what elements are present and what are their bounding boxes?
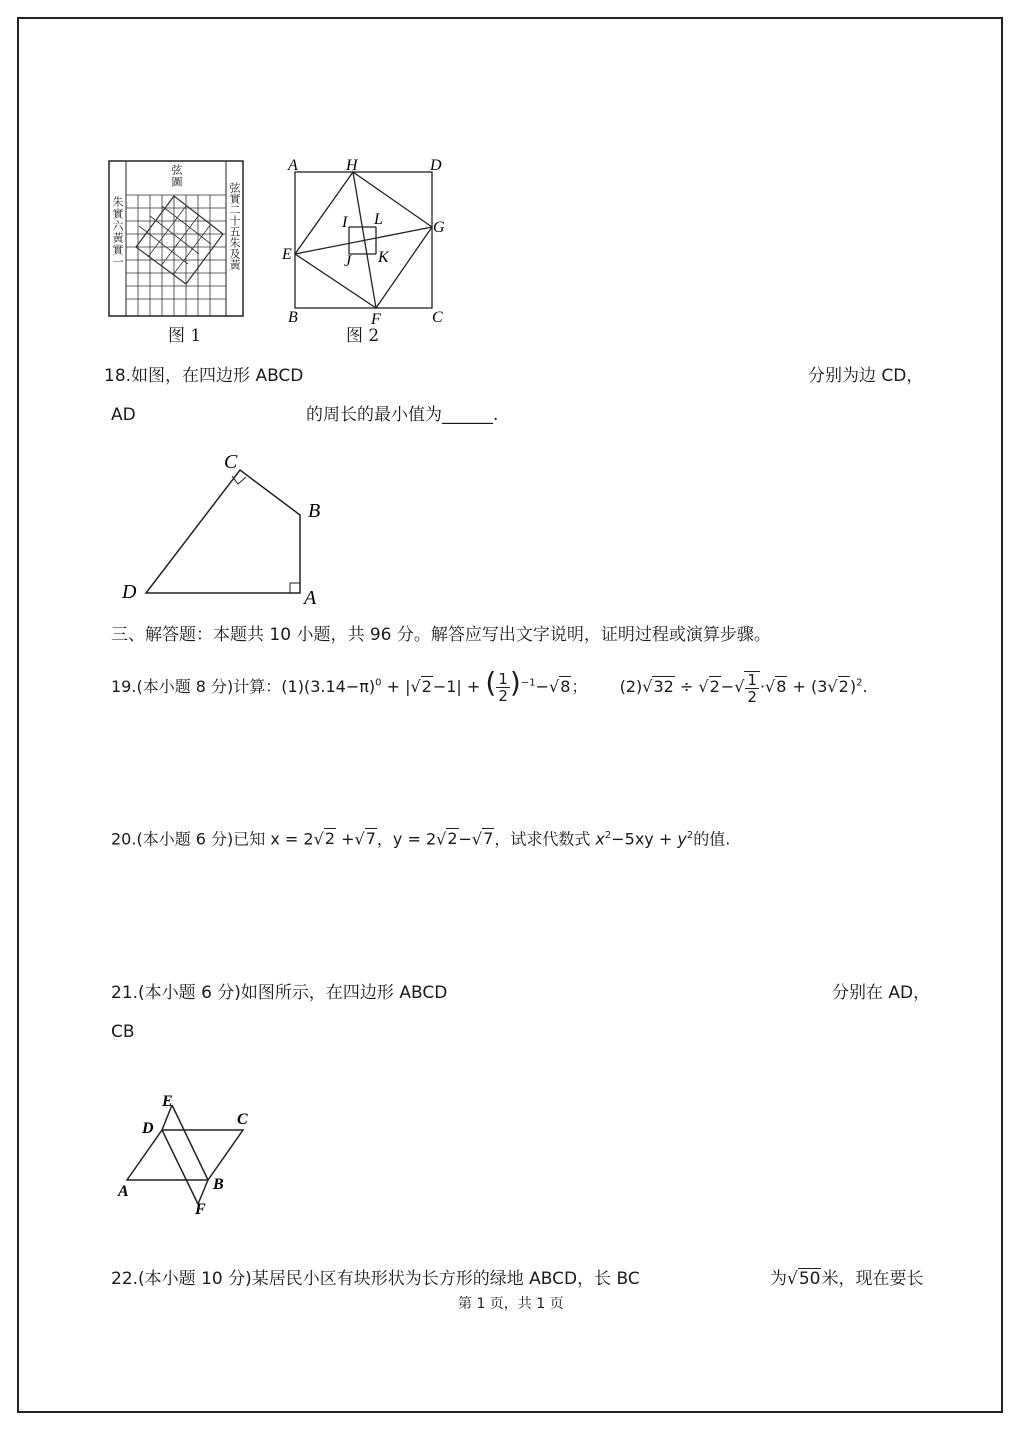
q19-p2f: ) bbox=[849, 677, 857, 696]
q20-sq2: 2 bbox=[686, 830, 694, 841]
q20-x: x bbox=[595, 829, 605, 849]
q19-prefix: 19.(本小题 8 分)计算： bbox=[111, 677, 282, 696]
fig2-label-F: F bbox=[371, 311, 381, 328]
fig2-label-C: C bbox=[432, 309, 443, 326]
q22-right-b: 米，现在要长 bbox=[821, 1269, 924, 1289]
q21-label-D: D bbox=[142, 1120, 154, 1137]
q19-p2d: · bbox=[759, 677, 766, 696]
q19-line: 19.(本小题 8 分)计算：$(1)(3.14-\pi)^0 + |√2-1|$ + ( $\frac{1}{2}$ )$^{-1}$−√8； (2)√32 ÷ √2−√ $\frac{1}{2}$ $\cdot√8 + (3√2)^2$. bbox=[111, 666, 868, 706]
q19-p2c: − bbox=[720, 677, 735, 696]
section-3-heading: 三、解答题：本题共 10 小题，共 96 分。解答应写出文字说明，证明过程或演算步骤。 bbox=[111, 625, 771, 645]
q22-left: 22.(本小题 10 分)某居民小区有块形状为长方形的绿地 ABCD，长 BC bbox=[111, 1269, 640, 1289]
q20-sq1: 2 bbox=[604, 830, 612, 841]
q18-line2-right: 的周长的最小值为______. bbox=[306, 405, 499, 425]
q18-label-B: B bbox=[308, 500, 321, 522]
q19-p2-sqrt2: 2 bbox=[709, 677, 720, 696]
fig2-caption: 图 2 bbox=[346, 326, 380, 346]
fig2-label-G: G bbox=[433, 219, 445, 236]
q20-r2b: 2 bbox=[447, 829, 458, 849]
q21-label-A: A bbox=[118, 1183, 129, 1200]
q20-line: 20.(本小题 6 分)已知 x = 2√2 +√7，y = 2√2−√7，试求代数式 $x^2-5xy + y^2$的值. bbox=[111, 829, 731, 849]
figure-2 bbox=[280, 154, 450, 329]
q21-line1-left: 21.(本小题 6 分)如图所示，在四边形 ABCD bbox=[111, 983, 448, 1003]
q20-r7: 7 bbox=[365, 829, 376, 849]
q19-p2b: ÷ bbox=[674, 677, 699, 696]
q22-right: 为√50米，现在要长 bbox=[770, 1269, 924, 1289]
q19-exp-neg1: −1 bbox=[520, 677, 536, 689]
q19-p1-end: ； bbox=[571, 677, 588, 696]
q20-y: y bbox=[677, 829, 687, 849]
fig2-label-D: D bbox=[430, 157, 442, 174]
q21-label-C: C bbox=[237, 1111, 248, 1128]
q19-p2-end: . bbox=[862, 677, 868, 696]
q19-p2-sqrt2b: 2 bbox=[838, 677, 849, 696]
q20-mid2: −5xy + bbox=[611, 829, 678, 849]
figure-q21-drawing bbox=[112, 1090, 262, 1220]
q19-p2a: (2) bbox=[619, 677, 643, 696]
q19-p1b: + | bbox=[381, 677, 411, 696]
q19-frac-num: 1 bbox=[498, 670, 508, 688]
q18-line2-left: AD bbox=[111, 405, 136, 425]
q18-label-D: D bbox=[122, 581, 137, 603]
q21-label-F: F bbox=[195, 1201, 206, 1218]
q20-minus: − bbox=[458, 829, 472, 849]
figure-q21 bbox=[112, 1090, 262, 1220]
fig1-caption: 图 1 bbox=[168, 326, 202, 346]
q19-sqrt2: 2 bbox=[421, 677, 432, 696]
q19-fraction bbox=[496, 671, 510, 704]
q19-p1d: − bbox=[535, 677, 549, 696]
page-footer: 第 1 页，共 1 页 bbox=[458, 1296, 564, 1312]
q18-label-C: C bbox=[224, 451, 238, 473]
q20-r7b: 7 bbox=[483, 829, 494, 849]
fig2-label-A: A bbox=[288, 157, 298, 174]
q19-p1a: (1)(3.14−π) bbox=[281, 677, 376, 696]
fig1-left-label: 朱實六黃實一 bbox=[111, 196, 124, 268]
q21-label-B: B bbox=[213, 1176, 224, 1193]
fig2-label-K: K bbox=[378, 249, 389, 266]
q22-right-a: 为 bbox=[770, 1269, 787, 1289]
fig2-label-H: H bbox=[346, 157, 358, 174]
fig2-label-I: I bbox=[342, 214, 348, 231]
q19-exp0: 0 bbox=[375, 677, 382, 689]
q20-plus: + bbox=[336, 829, 355, 849]
q19-p2-sqrt8: 8 bbox=[776, 677, 787, 696]
fig2-label-J: J bbox=[344, 253, 352, 270]
q19-p2-exp: 2 bbox=[856, 677, 863, 689]
q22-sqrt50: 50 bbox=[798, 1269, 821, 1289]
q19-p1c: −1| + bbox=[432, 677, 486, 696]
q21-line1-right: 分别在 AD， bbox=[832, 983, 931, 1003]
q20-r2: 2 bbox=[324, 829, 335, 849]
q18-line1-right: 分别为边 CD， bbox=[808, 366, 924, 386]
fig1-right-label: 弦實二十五朱及黃 bbox=[228, 182, 241, 270]
fig2-label-B: B bbox=[288, 309, 298, 326]
q20-mid: ，y = 2 bbox=[376, 829, 437, 849]
figure-q18 bbox=[118, 450, 338, 610]
q19-frac-den: 2 bbox=[498, 687, 508, 705]
q19-sqrt8: 8 bbox=[560, 677, 571, 696]
q21-line2-left: CB bbox=[111, 1022, 135, 1042]
q18-line1-left: 18.如图，在四边形 ABCD bbox=[104, 366, 304, 386]
figure-q18-drawing bbox=[118, 450, 338, 610]
fig2-label-L: L bbox=[374, 211, 383, 228]
fig2-label-E: E bbox=[282, 246, 292, 263]
q18-label-A: A bbox=[304, 587, 317, 609]
q20-end: 的值. bbox=[693, 829, 731, 849]
q20-prefix: 20.(本小题 6 分)已知 x = 2 bbox=[111, 829, 314, 849]
q19-p2e: + (3 bbox=[787, 677, 828, 696]
fig1-top-label: 弦圖 bbox=[170, 164, 183, 188]
figure-1 bbox=[108, 160, 244, 320]
q20-tail: ，试求代数式 bbox=[494, 829, 596, 849]
q19-p2-frac-num: 1 bbox=[747, 670, 757, 689]
figure-2-drawing bbox=[280, 154, 450, 329]
q19-sqrt32: 32 bbox=[653, 677, 674, 696]
q19-p2-fraction bbox=[744, 671, 760, 705]
q21-label-E: E bbox=[162, 1093, 173, 1110]
q19-p2-frac-den: 2 bbox=[747, 687, 757, 706]
